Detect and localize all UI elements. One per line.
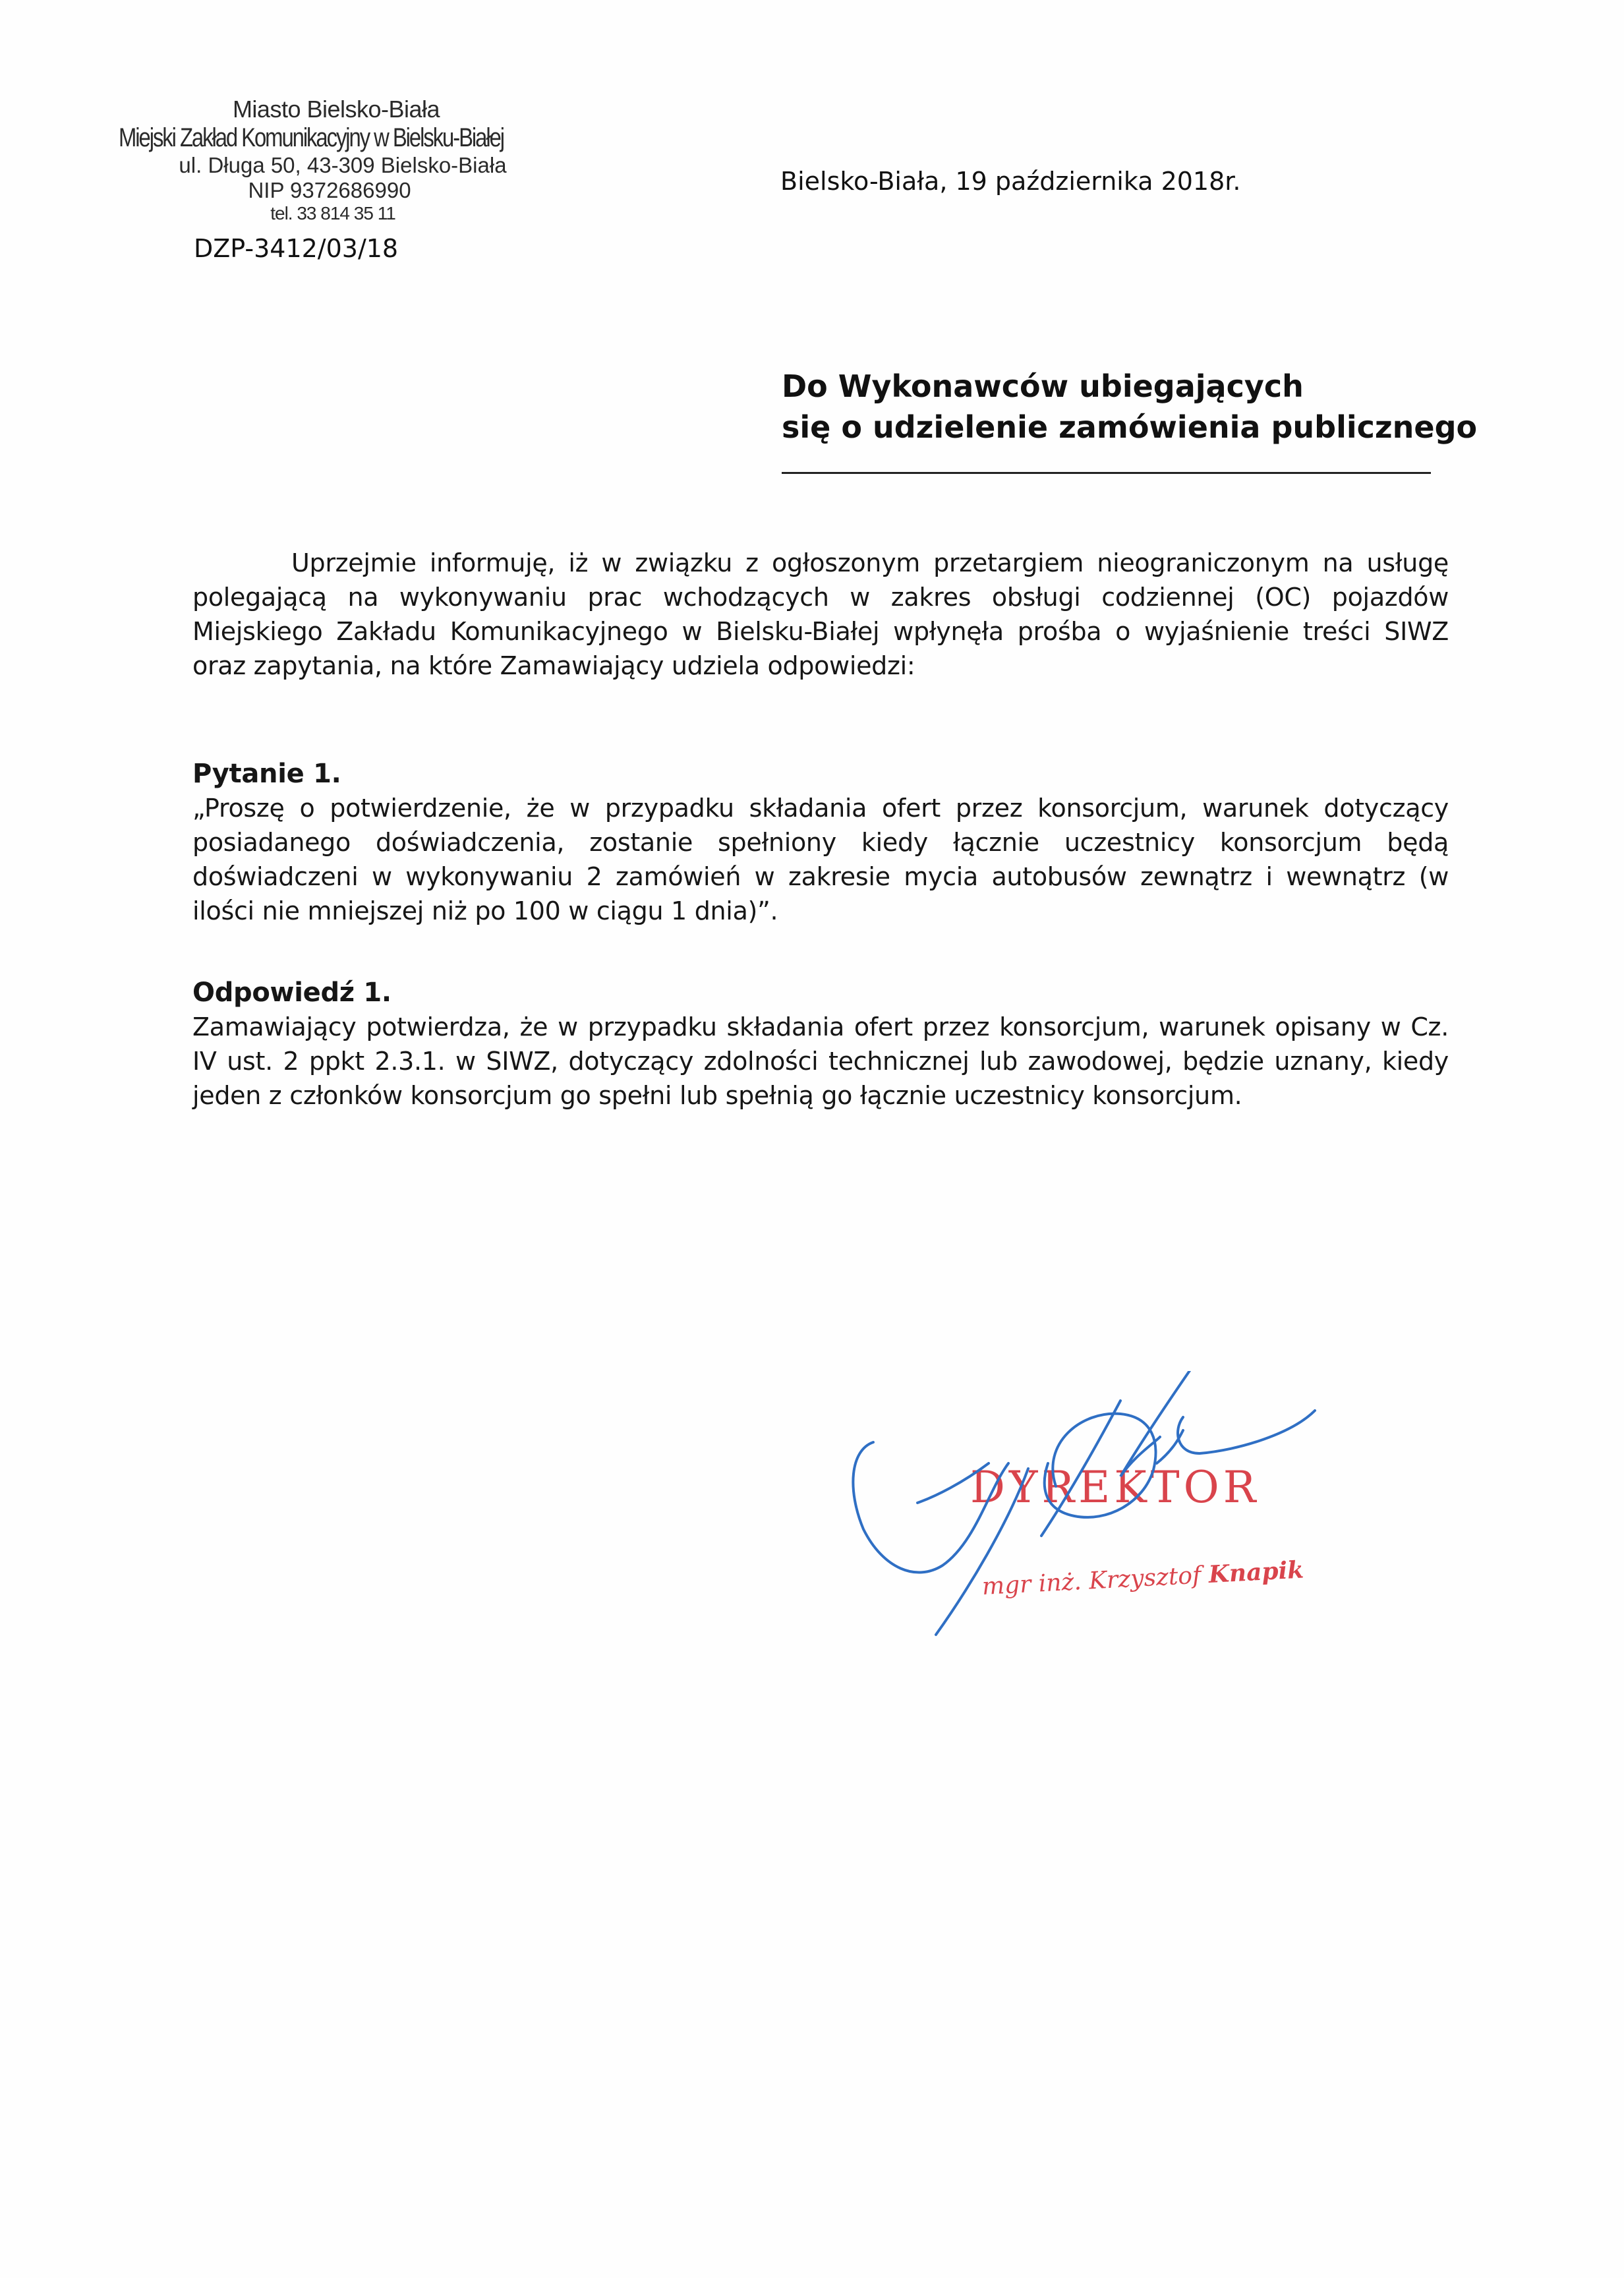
stamp-line-address: ul. Długa 50, 43-309 Bielsko-Biała bbox=[179, 153, 507, 177]
reference-number: DZP-3412/03/18 bbox=[194, 234, 399, 263]
stamp-line-nip: NIP 9372686990 bbox=[248, 178, 411, 202]
document-date: Bielsko-Biała, 19 października 2018r. bbox=[780, 167, 1241, 196]
addressee-line-1: Do Wykonawców ubiegających bbox=[782, 368, 1304, 404]
handwritten-signature-icon bbox=[844, 1371, 1503, 1701]
addressee-line-2: się o udzielenie zamówienia publicznego bbox=[782, 409, 1478, 445]
intro-text: Uprzejmie informuję, iż w związku z ogłoszonym przetargiem nieograniczonym na usługę polegającą na wykonywaniu prac wchodzących w zakres obsługi codziennej (OC) pojazdów Miejskiego Zakładu Komunikacyjnego w Bielsku-Białej wpłynęła prośba o wyjaśnienie treści SIWZ oraz zapytania, na które Zamawiający udziela odpowiedzi: bbox=[192, 548, 1449, 680]
addressee-block bbox=[782, 366, 1477, 448]
answer-1-block bbox=[192, 976, 1449, 1113]
director-surname: Knapik bbox=[1207, 1556, 1305, 1589]
director-stamp-title: DYREKTOR bbox=[970, 1462, 1260, 1513]
director-name-prefix: mgr inż. Krzysztof bbox=[981, 1562, 1209, 1600]
stamp-line-phone: tel. 33 814 35 11 bbox=[270, 203, 395, 223]
intro-paragraph bbox=[192, 546, 1449, 683]
question-1-heading: Pytanie 1. bbox=[192, 759, 341, 789]
answer-1-heading: Odpowiedź 1. bbox=[192, 978, 392, 1008]
addressee-underline bbox=[782, 472, 1431, 474]
stamp-line-organization: Miejski Zakład Komunikacyjny w Bielsku-Białej bbox=[119, 123, 504, 152]
answer-1-text: Zamawiający potwierdza, że w przypadku składania ofert przez konsorcjum, warunek opisany w Cz. IV ust. 2 ppkt 2.3.1. w SIWZ, dotyczący zdolności technicznej lub zawodowej, będzie uznany, kiedy jeden z członków konsorcjum go spełni lub spełnią go łącznie uczestnicy konsorcjum. bbox=[192, 1012, 1449, 1110]
stamp-line-city: Miasto Bielsko-Biała bbox=[232, 96, 440, 123]
question-1-text: „Proszę o potwierdzenie, że w przypadku składania ofert przez konsorcjum, warunek dotyczący posiadanego doświadczenia, zostanie spełniony kiedy łącznie uczestnicy konsorcjum będą doświadczeni w wykonywaniu 2 zamówień w zakresie mycia autobusów zewnątrz i wewnątrz (w ilości nie mniejszej niż po 100 w ciągu 1 dnia)”. bbox=[192, 794, 1449, 925]
question-1-block bbox=[192, 757, 1449, 928]
organization-header-stamp bbox=[119, 96, 514, 224]
